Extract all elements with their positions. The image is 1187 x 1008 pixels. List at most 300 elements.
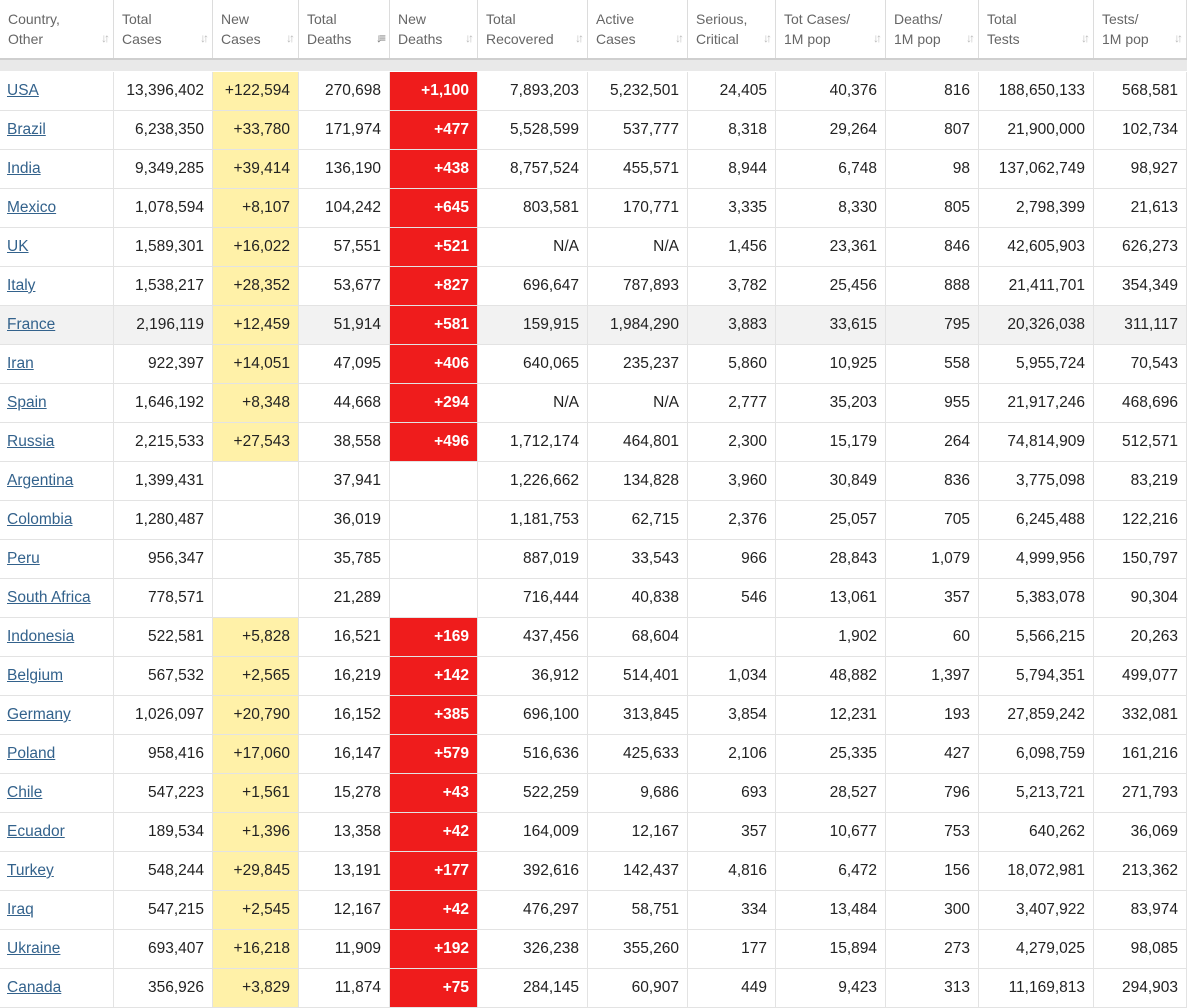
country-cell: [0, 891, 114, 929]
country-cell: [0, 618, 114, 656]
new-deaths-cell: +1,100: [390, 72, 478, 110]
total-cases-cell: 1,026,097: [114, 696, 213, 734]
total-recovered-cell: 522,259: [478, 774, 588, 812]
total-deaths-cell: 47,095: [299, 345, 390, 383]
column-header-label: New Deaths: [398, 11, 443, 47]
total-deaths-cell: 11,909: [299, 930, 390, 968]
table-row: [0, 384, 1187, 423]
total-deaths-cell: 53,677: [299, 267, 390, 305]
country-cell: [0, 657, 114, 695]
country-cell: [0, 345, 114, 383]
sort-icon[interactable]: ↓↑: [286, 31, 292, 45]
deaths-per-1m-cell: 846: [886, 228, 979, 266]
tot-cases-per-1m-cell: 6,748: [776, 150, 886, 188]
total-deaths-cell: 270,698: [299, 72, 390, 110]
table-row: [0, 423, 1187, 462]
country-link[interactable]: Iraq: [7, 901, 34, 918]
tests-per-1m-cell: 83,219: [1094, 462, 1187, 500]
deaths-per-1m-cell: 955: [886, 384, 979, 422]
table-row: [0, 540, 1187, 579]
column-header-active-cases[interactable]: [588, 0, 688, 58]
total-cases-cell: 6,238,350: [114, 111, 213, 149]
total-recovered-cell: 159,915: [478, 306, 588, 344]
table-row: [0, 267, 1187, 306]
serious-critical-cell: 3,883: [688, 306, 776, 344]
new-cases-cell: +14,051: [213, 345, 299, 383]
serious-critical-cell: 966: [688, 540, 776, 578]
total-deaths-cell: 38,558: [299, 423, 390, 461]
tot-cases-per-1m-cell: 25,335: [776, 735, 886, 773]
table-row: [0, 969, 1187, 1008]
country-cell: [0, 72, 114, 110]
column-header-tests-per-1m[interactable]: [1094, 0, 1187, 58]
tests-per-1m-cell: 271,793: [1094, 774, 1187, 812]
table-row: [0, 618, 1187, 657]
new-cases-cell: +1,561: [213, 774, 299, 812]
column-header-country[interactable]: [0, 0, 114, 58]
active-cases-cell: 1,984,290: [588, 306, 688, 344]
active-cases-cell: 464,801: [588, 423, 688, 461]
total-cases-cell: 1,646,192: [114, 384, 213, 422]
country-link[interactable]: USA: [7, 82, 39, 99]
total-recovered-cell: 696,647: [478, 267, 588, 305]
tot-cases-per-1m-cell: 30,849: [776, 462, 886, 500]
total-recovered-cell: 640,065: [478, 345, 588, 383]
country-cell: [0, 540, 114, 578]
active-cases-cell: 787,893: [588, 267, 688, 305]
new-cases-cell: [213, 579, 299, 617]
deaths-per-1m-cell: 427: [886, 735, 979, 773]
total-deaths-cell: 37,941: [299, 462, 390, 500]
column-header-total-deaths[interactable]: [299, 0, 390, 58]
total-tests-cell: 21,900,000: [979, 111, 1094, 149]
tot-cases-per-1m-cell: 12,231: [776, 696, 886, 734]
new-deaths-cell: +406: [390, 345, 478, 383]
tests-per-1m-cell: 20,263: [1094, 618, 1187, 656]
tot-cases-per-1m-cell: 28,843: [776, 540, 886, 578]
total-cases-cell: 922,397: [114, 345, 213, 383]
table-row: [0, 150, 1187, 189]
total-deaths-cell: 13,191: [299, 852, 390, 890]
total-cases-cell: 547,223: [114, 774, 213, 812]
deaths-per-1m-cell: 264: [886, 423, 979, 461]
total-deaths-cell: 57,551: [299, 228, 390, 266]
new-cases-cell: +122,594: [213, 72, 299, 110]
total-cases-cell: 1,538,217: [114, 267, 213, 305]
new-cases-cell: [213, 540, 299, 578]
deaths-per-1m-cell: 273: [886, 930, 979, 968]
tot-cases-per-1m-cell: 9,423: [776, 969, 886, 1007]
country-link[interactable]: France: [7, 316, 56, 333]
total-cases-cell: 547,215: [114, 891, 213, 929]
tests-per-1m-cell: 354,349: [1094, 267, 1187, 305]
total-cases-cell: 2,196,119: [114, 306, 213, 344]
country-cell: [0, 813, 114, 851]
new-cases-cell: +33,780: [213, 111, 299, 149]
column-header-serious-critical[interactable]: [688, 0, 776, 58]
total-tests-cell: 18,072,981: [979, 852, 1094, 890]
country-link[interactable]: Iran: [7, 355, 34, 372]
new-deaths-cell: +521: [390, 228, 478, 266]
serious-critical-cell: 24,405: [688, 72, 776, 110]
serious-critical-cell: 4,816: [688, 852, 776, 890]
serious-critical-cell: 3,960: [688, 462, 776, 500]
country-link[interactable]: Russia: [7, 433, 55, 450]
total-cases-cell: 1,589,301: [114, 228, 213, 266]
active-cases-cell: 5,232,501: [588, 72, 688, 110]
new-cases-cell: +28,352: [213, 267, 299, 305]
table-row: [0, 462, 1187, 501]
new-deaths-cell: [390, 462, 478, 500]
country-link[interactable]: Italy: [7, 277, 36, 294]
total-deaths-cell: 16,147: [299, 735, 390, 773]
new-deaths-cell: +385: [390, 696, 478, 734]
sort-icon[interactable]: ↓↑: [763, 31, 769, 45]
tests-per-1m-cell: 332,081: [1094, 696, 1187, 734]
column-header-label: Deaths/ 1M pop: [894, 11, 943, 47]
new-deaths-cell: [390, 540, 478, 578]
country-link[interactable]: Chile: [7, 784, 43, 801]
serious-critical-cell: 8,318: [688, 111, 776, 149]
country-link[interactable]: Canada: [7, 979, 62, 996]
new-deaths-cell: +142: [390, 657, 478, 695]
country-cell: [0, 150, 114, 188]
country-cell: [0, 735, 114, 773]
country-link[interactable]: India: [7, 160, 41, 177]
total-recovered-cell: 1,181,753: [478, 501, 588, 539]
serious-critical-cell: 2,777: [688, 384, 776, 422]
total-deaths-cell: 16,219: [299, 657, 390, 695]
tests-per-1m-cell: 102,734: [1094, 111, 1187, 149]
active-cases-cell: 425,633: [588, 735, 688, 773]
total-deaths-cell: 171,974: [299, 111, 390, 149]
country-link[interactable]: Peru: [7, 550, 40, 567]
country-link[interactable]: UK: [7, 238, 29, 255]
country-link[interactable]: Turkey: [7, 862, 54, 879]
total-recovered-cell: 516,636: [478, 735, 588, 773]
active-cases-cell: 134,828: [588, 462, 688, 500]
active-cases-cell: 9,686: [588, 774, 688, 812]
deaths-per-1m-cell: 753: [886, 813, 979, 851]
sort-icon[interactable]: ↓↑: [873, 31, 879, 45]
country-cell: [0, 501, 114, 539]
new-cases-cell: +29,845: [213, 852, 299, 890]
new-cases-cell: +2,545: [213, 891, 299, 929]
serious-critical-cell: 3,335: [688, 189, 776, 227]
tests-per-1m-cell: 122,216: [1094, 501, 1187, 539]
column-header-tot-cases-per-1m[interactable]: [776, 0, 886, 58]
tests-per-1m-cell: 499,077: [1094, 657, 1187, 695]
table-row: [0, 813, 1187, 852]
total-cases-cell: 567,532: [114, 657, 213, 695]
new-deaths-cell: +645: [390, 189, 478, 227]
active-cases-cell: 12,167: [588, 813, 688, 851]
serious-critical-cell: 3,782: [688, 267, 776, 305]
serious-critical-cell: 357: [688, 813, 776, 851]
country-cell: [0, 111, 114, 149]
tot-cases-per-1m-cell: 6,472: [776, 852, 886, 890]
country-link[interactable]: Indonesia: [7, 628, 75, 645]
new-deaths-cell: +581: [390, 306, 478, 344]
deaths-per-1m-cell: 1,079: [886, 540, 979, 578]
country-cell: [0, 579, 114, 617]
deaths-per-1m-cell: 313: [886, 969, 979, 1007]
new-cases-cell: +16,022: [213, 228, 299, 266]
column-header-label: New Cases: [221, 11, 261, 47]
column-header-total-cases[interactable]: [114, 0, 213, 58]
deaths-per-1m-cell: 98: [886, 150, 979, 188]
total-tests-cell: 21,917,246: [979, 384, 1094, 422]
total-tests-cell: 5,383,078: [979, 579, 1094, 617]
new-cases-cell: +27,543: [213, 423, 299, 461]
tot-cases-per-1m-cell: 10,677: [776, 813, 886, 851]
column-header-label: Total Deaths: [307, 11, 352, 47]
country-link[interactable]: Belgium: [7, 667, 63, 684]
column-header-label: Serious, Critical: [696, 11, 748, 47]
sort-icon[interactable]: ↓↑: [1174, 31, 1180, 45]
column-header-label: Tests/ 1M pop: [1102, 11, 1149, 47]
country-link[interactable]: Germany: [7, 706, 71, 723]
new-deaths-cell: +177: [390, 852, 478, 890]
total-tests-cell: 42,605,903: [979, 228, 1094, 266]
deaths-per-1m-cell: 796: [886, 774, 979, 812]
total-deaths-cell: 12,167: [299, 891, 390, 929]
new-deaths-cell: +496: [390, 423, 478, 461]
country-cell: [0, 306, 114, 344]
country-cell: [0, 462, 114, 500]
new-deaths-cell: +827: [390, 267, 478, 305]
column-header-total-recovered[interactable]: [478, 0, 588, 58]
active-cases-cell: 313,845: [588, 696, 688, 734]
total-tests-cell: 188,650,133: [979, 72, 1094, 110]
column-header-new-cases[interactable]: [213, 0, 299, 58]
total-tests-cell: 5,213,721: [979, 774, 1094, 812]
new-cases-cell: [213, 501, 299, 539]
tests-per-1m-cell: 294,903: [1094, 969, 1187, 1007]
tot-cases-per-1m-cell: 35,203: [776, 384, 886, 422]
table-row: [0, 345, 1187, 384]
new-deaths-cell: +294: [390, 384, 478, 422]
tot-cases-per-1m-cell: 15,894: [776, 930, 886, 968]
country-link[interactable]: Colombia: [7, 511, 73, 528]
new-cases-cell: +1,396: [213, 813, 299, 851]
country-cell: [0, 774, 114, 812]
country-link[interactable]: Poland: [7, 745, 56, 762]
deaths-per-1m-cell: 357: [886, 579, 979, 617]
total-recovered-cell: N/A: [478, 228, 588, 266]
sort-icon[interactable]: ↓↑: [465, 31, 471, 45]
total-cases-cell: 956,347: [114, 540, 213, 578]
total-deaths-cell: 16,521: [299, 618, 390, 656]
deaths-per-1m-cell: 705: [886, 501, 979, 539]
total-cases-cell: 548,244: [114, 852, 213, 890]
country-cell: [0, 228, 114, 266]
deaths-per-1m-cell: 807: [886, 111, 979, 149]
tot-cases-per-1m-cell: 48,882: [776, 657, 886, 695]
deaths-per-1m-cell: 1,397: [886, 657, 979, 695]
deaths-per-1m-cell: 558: [886, 345, 979, 383]
country-link[interactable]: South Africa: [7, 589, 91, 606]
sort-desc-icon[interactable]: ↓≡: [375, 31, 383, 45]
column-header-label: Total Tests: [987, 11, 1020, 47]
new-deaths-cell: +75: [390, 969, 478, 1007]
tot-cases-per-1m-cell: 15,179: [776, 423, 886, 461]
total-recovered-cell: N/A: [478, 384, 588, 422]
total-tests-cell: 6,098,759: [979, 735, 1094, 773]
tests-per-1m-cell: 150,797: [1094, 540, 1187, 578]
serious-critical-cell: 2,376: [688, 501, 776, 539]
total-tests-cell: 27,859,242: [979, 696, 1094, 734]
new-cases-cell: +39,414: [213, 150, 299, 188]
serious-critical-cell: 2,106: [688, 735, 776, 773]
total-cases-cell: 9,349,285: [114, 150, 213, 188]
country-link[interactable]: Argentina: [7, 472, 74, 489]
active-cases-cell: 60,907: [588, 969, 688, 1007]
country-link[interactable]: Spain: [7, 394, 47, 411]
serious-critical-cell: 8,944: [688, 150, 776, 188]
total-cases-cell: 958,416: [114, 735, 213, 773]
new-cases-cell: +8,348: [213, 384, 299, 422]
total-recovered-cell: 36,912: [478, 657, 588, 695]
tests-per-1m-cell: 98,085: [1094, 930, 1187, 968]
deaths-per-1m-cell: 888: [886, 267, 979, 305]
sort-icon[interactable]: ↓↑: [1081, 31, 1087, 45]
deaths-per-1m-cell: 156: [886, 852, 979, 890]
total-tests-cell: 137,062,749: [979, 150, 1094, 188]
country-cell: [0, 969, 114, 1007]
active-cases-cell: 33,543: [588, 540, 688, 578]
total-recovered-cell: 696,100: [478, 696, 588, 734]
total-deaths-cell: 11,874: [299, 969, 390, 1007]
serious-critical-cell: 546: [688, 579, 776, 617]
country-link[interactable]: Ecuador: [7, 823, 65, 840]
total-tests-cell: 74,814,909: [979, 423, 1094, 461]
column-header-total-tests[interactable]: [979, 0, 1094, 58]
country-cell: [0, 384, 114, 422]
table-row: [0, 228, 1187, 267]
tests-per-1m-cell: 213,362: [1094, 852, 1187, 890]
total-recovered-cell: 437,456: [478, 618, 588, 656]
total-cases-cell: 356,926: [114, 969, 213, 1007]
table-row: [0, 735, 1187, 774]
total-recovered-cell: 164,009: [478, 813, 588, 851]
total-cases-cell: 13,396,402: [114, 72, 213, 110]
active-cases-cell: 40,838: [588, 579, 688, 617]
tot-cases-per-1m-cell: 33,615: [776, 306, 886, 344]
serious-critical-cell: 5,860: [688, 345, 776, 383]
sort-icon[interactable]: ↓↑: [101, 31, 107, 45]
new-deaths-cell: +43: [390, 774, 478, 812]
total-recovered-cell: 1,712,174: [478, 423, 588, 461]
total-tests-cell: 5,566,215: [979, 618, 1094, 656]
new-cases-cell: +20,790: [213, 696, 299, 734]
tot-cases-per-1m-cell: 23,361: [776, 228, 886, 266]
sort-icon[interactable]: ↓↑: [966, 31, 972, 45]
total-tests-cell: 6,245,488: [979, 501, 1094, 539]
serious-critical-cell: 1,034: [688, 657, 776, 695]
active-cases-cell: 514,401: [588, 657, 688, 695]
active-cases-cell: 58,751: [588, 891, 688, 929]
tot-cases-per-1m-cell: 25,057: [776, 501, 886, 539]
column-header-label: Total Cases: [122, 11, 162, 47]
total-recovered-cell: 7,893,203: [478, 72, 588, 110]
table-row: [0, 501, 1187, 540]
new-cases-cell: +17,060: [213, 735, 299, 773]
total-tests-cell: 20,326,038: [979, 306, 1094, 344]
serious-critical-cell: 1,456: [688, 228, 776, 266]
new-deaths-cell: +438: [390, 150, 478, 188]
total-cases-cell: 778,571: [114, 579, 213, 617]
sort-icon[interactable]: ↓↑: [575, 31, 581, 45]
total-cases-cell: 1,280,487: [114, 501, 213, 539]
total-tests-cell: 5,955,724: [979, 345, 1094, 383]
new-deaths-cell: +192: [390, 930, 478, 968]
tests-per-1m-cell: 311,117: [1094, 306, 1187, 344]
table-row: [0, 579, 1187, 618]
total-cases-cell: 2,215,533: [114, 423, 213, 461]
serious-critical-cell: [688, 618, 776, 656]
new-cases-cell: +2,565: [213, 657, 299, 695]
serious-critical-cell: 2,300: [688, 423, 776, 461]
serious-critical-cell: 334: [688, 891, 776, 929]
table-row: [0, 696, 1187, 735]
active-cases-cell: 355,260: [588, 930, 688, 968]
table-row: [0, 189, 1187, 228]
total-recovered-cell: 476,297: [478, 891, 588, 929]
tests-per-1m-cell: 512,571: [1094, 423, 1187, 461]
deaths-per-1m-cell: 193: [886, 696, 979, 734]
column-header-new-deaths[interactable]: [390, 0, 478, 58]
active-cases-cell: 455,571: [588, 150, 688, 188]
sort-icon[interactable]: ↓↑: [200, 31, 206, 45]
active-cases-cell: 170,771: [588, 189, 688, 227]
tests-per-1m-cell: 70,543: [1094, 345, 1187, 383]
sort-icon[interactable]: ↓↑: [675, 31, 681, 45]
total-tests-cell: 3,407,922: [979, 891, 1094, 929]
serious-critical-cell: 177: [688, 930, 776, 968]
column-header-label: Active Cases: [596, 11, 636, 47]
total-recovered-cell: 392,616: [478, 852, 588, 890]
total-tests-cell: 11,169,813: [979, 969, 1094, 1007]
tests-per-1m-cell: 161,216: [1094, 735, 1187, 773]
total-tests-cell: 3,775,098: [979, 462, 1094, 500]
total-deaths-cell: 136,190: [299, 150, 390, 188]
new-cases-cell: +3,829: [213, 969, 299, 1007]
total-tests-cell: 21,411,701: [979, 267, 1094, 305]
new-cases-cell: +8,107: [213, 189, 299, 227]
country-link[interactable]: Ukraine: [7, 940, 61, 957]
tot-cases-per-1m-cell: 28,527: [776, 774, 886, 812]
country-link[interactable]: Brazil: [7, 121, 46, 138]
country-link[interactable]: Mexico: [7, 199, 57, 216]
table-row: [0, 930, 1187, 969]
table-row: [0, 72, 1187, 111]
total-recovered-cell: 887,019: [478, 540, 588, 578]
deaths-per-1m-cell: 805: [886, 189, 979, 227]
total-deaths-cell: 44,668: [299, 384, 390, 422]
deaths-per-1m-cell: 795: [886, 306, 979, 344]
table-row: [0, 657, 1187, 696]
total-cases-cell: 1,399,431: [114, 462, 213, 500]
deaths-per-1m-cell: 816: [886, 72, 979, 110]
deaths-per-1m-cell: 60: [886, 618, 979, 656]
tot-cases-per-1m-cell: 13,061: [776, 579, 886, 617]
new-cases-cell: +12,459: [213, 306, 299, 344]
active-cases-cell: N/A: [588, 228, 688, 266]
total-tests-cell: 4,999,956: [979, 540, 1094, 578]
active-cases-cell: 68,604: [588, 618, 688, 656]
column-header-deaths-per-1m[interactable]: [886, 0, 979, 58]
